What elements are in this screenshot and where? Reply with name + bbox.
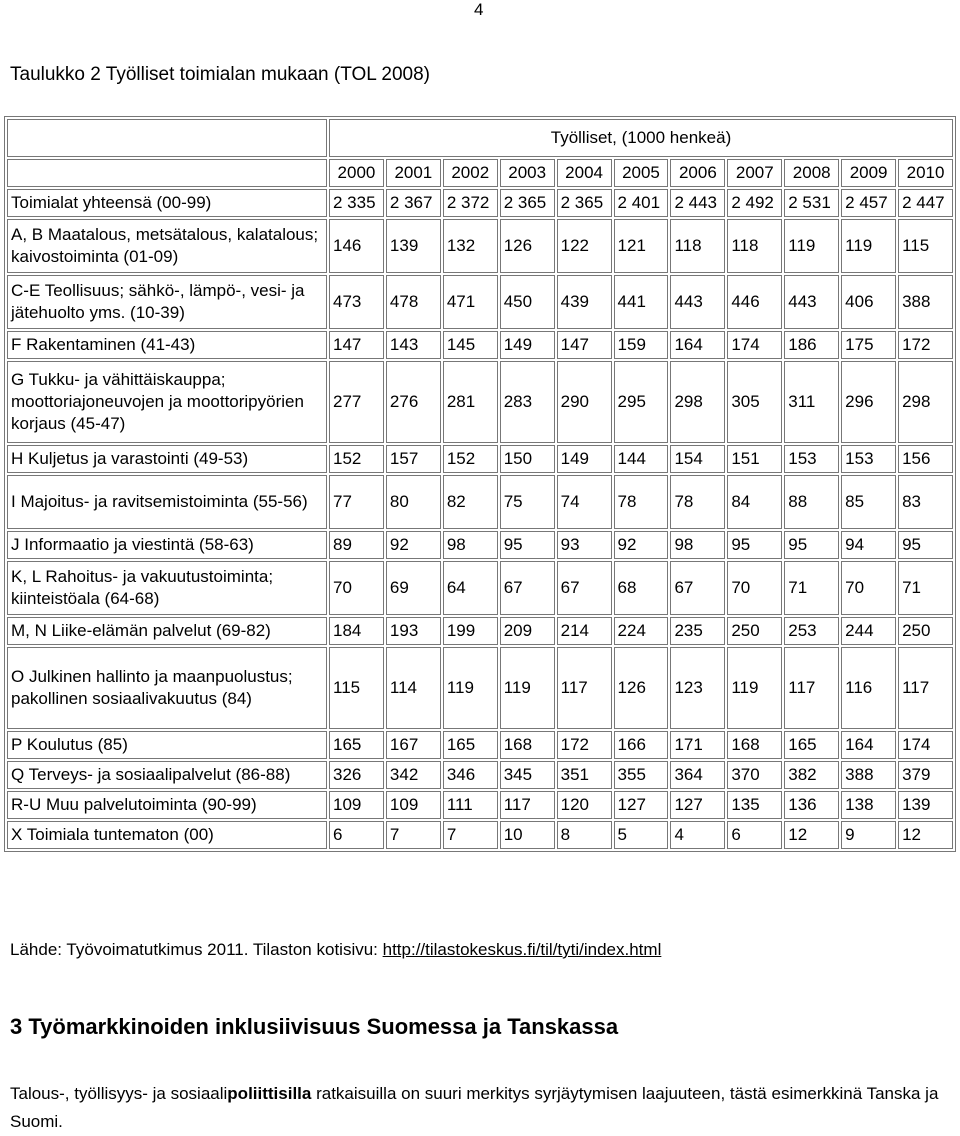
year-header-cell: 2005 (614, 159, 669, 187)
value-cell: 92 (614, 531, 669, 559)
value-cell: 283 (500, 361, 555, 443)
value-cell: 126 (614, 647, 669, 729)
value-cell: 9 (841, 821, 896, 849)
value-cell: 78 (614, 475, 669, 529)
value-cell: 119 (841, 219, 896, 273)
row-label: I Majoitus- ja ravitsemistoiminta (55-56) (7, 475, 327, 529)
year-header-cell: 2010 (898, 159, 953, 187)
row-label: P Koulutus (85) (7, 731, 327, 759)
value-cell: 68 (614, 561, 669, 615)
table-row (7, 189, 953, 217)
paragraph-bold-word: poliittisilla (227, 1084, 312, 1103)
row-label: K, L Rahoitus- ja vakuutustoiminta; kiinteistöala (64-68) (7, 561, 327, 615)
value-cell: 224 (614, 617, 669, 645)
value-cell: 151 (727, 445, 782, 473)
value-cell: 88 (784, 475, 839, 529)
value-cell: 8 (557, 821, 612, 849)
row-label: J Informaatio ja viestintä (58-63) (7, 531, 327, 559)
value-cell: 172 (898, 331, 953, 359)
value-cell: 118 (670, 219, 725, 273)
value-cell: 450 (500, 275, 555, 329)
header-corner-cell (7, 119, 327, 157)
value-cell: 119 (443, 647, 498, 729)
value-cell: 199 (443, 617, 498, 645)
value-cell: 159 (614, 331, 669, 359)
value-cell: 69 (386, 561, 441, 615)
value-cell: 74 (557, 475, 612, 529)
value-cell: 281 (443, 361, 498, 443)
value-cell: 120 (557, 791, 612, 819)
value-cell: 89 (329, 531, 384, 559)
value-cell: 67 (500, 561, 555, 615)
value-cell: 193 (386, 617, 441, 645)
value-cell: 95 (500, 531, 555, 559)
value-cell: 98 (443, 531, 498, 559)
value-cell: 364 (670, 761, 725, 789)
value-cell: 165 (784, 731, 839, 759)
section-heading: 3 Työmarkkinoiden inklusiivisuus Suomessa ja Tanskassa (10, 1014, 619, 1039)
year-header-cell: 2002 (443, 159, 498, 187)
value-cell: 95 (727, 531, 782, 559)
value-cell: 71 (784, 561, 839, 615)
row-label: F Rakentaminen (41-43) (7, 331, 327, 359)
value-cell: 277 (329, 361, 384, 443)
value-cell: 2 365 (557, 189, 612, 217)
value-cell: 94 (841, 531, 896, 559)
value-cell: 77 (329, 475, 384, 529)
value-cell: 95 (898, 531, 953, 559)
body-paragraph (10, 1080, 950, 1136)
value-cell: 296 (841, 361, 896, 443)
paragraph-text-end: ratkaisuilla on suuri merkitys syrjäytymisen laajuuteen, tästä esimerkkinä Tanska ja Suomi. (10, 1084, 939, 1131)
value-cell: 311 (784, 361, 839, 443)
value-cell: 7 (386, 821, 441, 849)
value-cell: 149 (557, 445, 612, 473)
year-header-cell: 2001 (386, 159, 441, 187)
value-cell: 123 (670, 647, 725, 729)
value-cell: 174 (727, 331, 782, 359)
value-cell: 244 (841, 617, 896, 645)
value-cell: 2 457 (841, 189, 896, 217)
row-label: Toimialat yhteensä (00-99) (7, 189, 327, 217)
value-cell: 473 (329, 275, 384, 329)
table-row (7, 331, 953, 359)
value-cell: 116 (841, 647, 896, 729)
value-cell: 2 401 (614, 189, 669, 217)
year-header-cell: 2000 (329, 159, 384, 187)
value-cell: 70 (727, 561, 782, 615)
value-cell: 2 372 (443, 189, 498, 217)
row-label: Q Terveys- ja sosiaalipalvelut (86-88) (7, 761, 327, 789)
value-cell: 78 (670, 475, 725, 529)
value-cell: 388 (898, 275, 953, 329)
value-cell: 164 (841, 731, 896, 759)
employment-table (4, 116, 956, 852)
year-header-cell: 2003 (500, 159, 555, 187)
value-cell: 117 (500, 791, 555, 819)
value-cell: 184 (329, 617, 384, 645)
value-cell: 305 (727, 361, 782, 443)
value-cell: 67 (557, 561, 612, 615)
row-label: X Toimiala tuntematon (00) (7, 821, 327, 849)
value-cell: 166 (614, 731, 669, 759)
value-cell: 146 (329, 219, 384, 273)
value-cell: 139 (898, 791, 953, 819)
table-row (7, 475, 953, 529)
value-cell: 2 443 (670, 189, 725, 217)
row-label: O Julkinen hallinto ja maanpuolustus; pakollinen sosiaalivakuutus (84) (7, 647, 327, 729)
value-cell: 115 (329, 647, 384, 729)
table-row (7, 219, 953, 273)
table-row (7, 647, 953, 729)
value-cell: 295 (614, 361, 669, 443)
value-cell: 83 (898, 475, 953, 529)
row-label: C-E Teollisuus; sähkö-, lämpö-, vesi- ja jätehuolto yms. (10-39) (7, 275, 327, 329)
value-cell: 157 (386, 445, 441, 473)
value-cell: 70 (329, 561, 384, 615)
value-cell: 150 (500, 445, 555, 473)
value-cell: 406 (841, 275, 896, 329)
value-cell: 290 (557, 361, 612, 443)
value-cell: 152 (443, 445, 498, 473)
table-row (7, 445, 953, 473)
value-cell: 145 (443, 331, 498, 359)
value-cell: 147 (557, 331, 612, 359)
value-cell: 2 367 (386, 189, 441, 217)
value-cell: 115 (898, 219, 953, 273)
value-cell: 114 (386, 647, 441, 729)
table-row (7, 361, 953, 443)
page-number: 4 (474, 0, 484, 19)
value-cell: 121 (614, 219, 669, 273)
source-text: Lähde: Työvoimatutkimus 2011. Tilaston kotisivu: (10, 940, 383, 959)
value-cell: 443 (670, 275, 725, 329)
table-row (7, 761, 953, 789)
value-cell: 443 (784, 275, 839, 329)
row-label: G Tukku- ja vähittäiskauppa; moottoriajoneuvojen ja moottoripyörien korjaus (45-47) (7, 361, 327, 443)
table-row (7, 561, 953, 615)
source-note (10, 940, 661, 960)
value-cell: 109 (386, 791, 441, 819)
value-cell: 127 (614, 791, 669, 819)
table-row (7, 275, 953, 329)
value-cell: 2 335 (329, 189, 384, 217)
value-cell: 2 447 (898, 189, 953, 217)
value-cell: 167 (386, 731, 441, 759)
value-cell: 4 (670, 821, 725, 849)
value-cell: 75 (500, 475, 555, 529)
value-cell: 117 (557, 647, 612, 729)
value-cell: 298 (670, 361, 725, 443)
row-label: A, B Maatalous, metsätalous, kalatalous; kaivostoiminta (01-09) (7, 219, 327, 273)
value-cell: 119 (727, 647, 782, 729)
table-row (7, 617, 953, 645)
value-cell: 153 (784, 445, 839, 473)
value-cell: 370 (727, 761, 782, 789)
value-cell: 154 (670, 445, 725, 473)
value-cell: 84 (727, 475, 782, 529)
value-cell: 471 (443, 275, 498, 329)
value-cell: 388 (841, 761, 896, 789)
value-cell: 2 531 (784, 189, 839, 217)
value-cell: 174 (898, 731, 953, 759)
value-cell: 10 (500, 821, 555, 849)
value-cell: 351 (557, 761, 612, 789)
value-cell: 139 (386, 219, 441, 273)
value-cell: 149 (500, 331, 555, 359)
value-cell: 153 (841, 445, 896, 473)
value-cell: 12 (898, 821, 953, 849)
header-corner-cell (7, 159, 327, 187)
value-cell: 64 (443, 561, 498, 615)
year-header-cell: 2004 (557, 159, 612, 187)
value-cell: 109 (329, 791, 384, 819)
value-cell: 85 (841, 475, 896, 529)
value-cell: 12 (784, 821, 839, 849)
value-cell: 446 (727, 275, 782, 329)
value-cell: 93 (557, 531, 612, 559)
row-label: M, N Liike-elämän palvelut (69-82) (7, 617, 327, 645)
value-cell: 136 (784, 791, 839, 819)
value-cell: 7 (443, 821, 498, 849)
value-cell: 70 (841, 561, 896, 615)
value-cell: 80 (386, 475, 441, 529)
value-cell: 6 (727, 821, 782, 849)
value-cell: 171 (670, 731, 725, 759)
value-cell: 439 (557, 275, 612, 329)
value-cell: 118 (727, 219, 782, 273)
value-cell: 168 (727, 731, 782, 759)
value-cell: 67 (670, 561, 725, 615)
value-cell: 345 (500, 761, 555, 789)
value-cell: 143 (386, 331, 441, 359)
value-cell: 156 (898, 445, 953, 473)
value-cell: 71 (898, 561, 953, 615)
value-cell: 135 (727, 791, 782, 819)
value-cell: 122 (557, 219, 612, 273)
group-header: Työlliset, (1000 henkeä) (329, 119, 953, 157)
year-header-cell: 2006 (670, 159, 725, 187)
value-cell: 342 (386, 761, 441, 789)
year-header-cell: 2009 (841, 159, 896, 187)
value-cell: 253 (784, 617, 839, 645)
value-cell: 235 (670, 617, 725, 645)
value-cell: 379 (898, 761, 953, 789)
row-label: R-U Muu palvelutoiminta (90-99) (7, 791, 327, 819)
value-cell: 138 (841, 791, 896, 819)
year-header-cell: 2008 (784, 159, 839, 187)
table-title: Taulukko 2 Työlliset toimialan mukaan (TOL 2008) (10, 64, 430, 85)
value-cell: 117 (784, 647, 839, 729)
value-cell: 168 (500, 731, 555, 759)
value-cell: 152 (329, 445, 384, 473)
value-cell: 82 (443, 475, 498, 529)
value-cell: 186 (784, 331, 839, 359)
table-row (7, 821, 953, 849)
year-header-cell: 2007 (727, 159, 782, 187)
value-cell: 2 365 (500, 189, 555, 217)
value-cell: 6 (329, 821, 384, 849)
value-cell: 98 (670, 531, 725, 559)
value-cell: 346 (443, 761, 498, 789)
value-cell: 144 (614, 445, 669, 473)
table-row (7, 731, 953, 759)
value-cell: 250 (727, 617, 782, 645)
value-cell: 355 (614, 761, 669, 789)
paragraph-text-start: Talous-, työllisyys- ja sosiaali (10, 1084, 228, 1103)
value-cell: 126 (500, 219, 555, 273)
table-row (7, 791, 953, 819)
employment-table-wrapper (4, 116, 956, 852)
value-cell: 214 (557, 617, 612, 645)
value-cell: 250 (898, 617, 953, 645)
value-cell: 2 492 (727, 189, 782, 217)
value-cell: 147 (329, 331, 384, 359)
value-cell: 119 (500, 647, 555, 729)
value-cell: 298 (898, 361, 953, 443)
value-cell: 95 (784, 531, 839, 559)
value-cell: 441 (614, 275, 669, 329)
value-cell: 111 (443, 791, 498, 819)
value-cell: 165 (329, 731, 384, 759)
value-cell: 165 (443, 731, 498, 759)
row-label: H Kuljetus ja varastointi (49-53) (7, 445, 327, 473)
value-cell: 276 (386, 361, 441, 443)
value-cell: 117 (898, 647, 953, 729)
value-cell: 132 (443, 219, 498, 273)
table-body (7, 189, 953, 849)
table-row (7, 531, 953, 559)
value-cell: 119 (784, 219, 839, 273)
value-cell: 175 (841, 331, 896, 359)
value-cell: 172 (557, 731, 612, 759)
value-cell: 127 (670, 791, 725, 819)
value-cell: 164 (670, 331, 725, 359)
statistics-homepage-link[interactable]: http://tilastokeskus.fi/til/tyti/index.html (382, 940, 662, 959)
value-cell: 382 (784, 761, 839, 789)
value-cell: 326 (329, 761, 384, 789)
value-cell: 92 (386, 531, 441, 559)
value-cell: 209 (500, 617, 555, 645)
value-cell: 478 (386, 275, 441, 329)
value-cell: 5 (614, 821, 669, 849)
